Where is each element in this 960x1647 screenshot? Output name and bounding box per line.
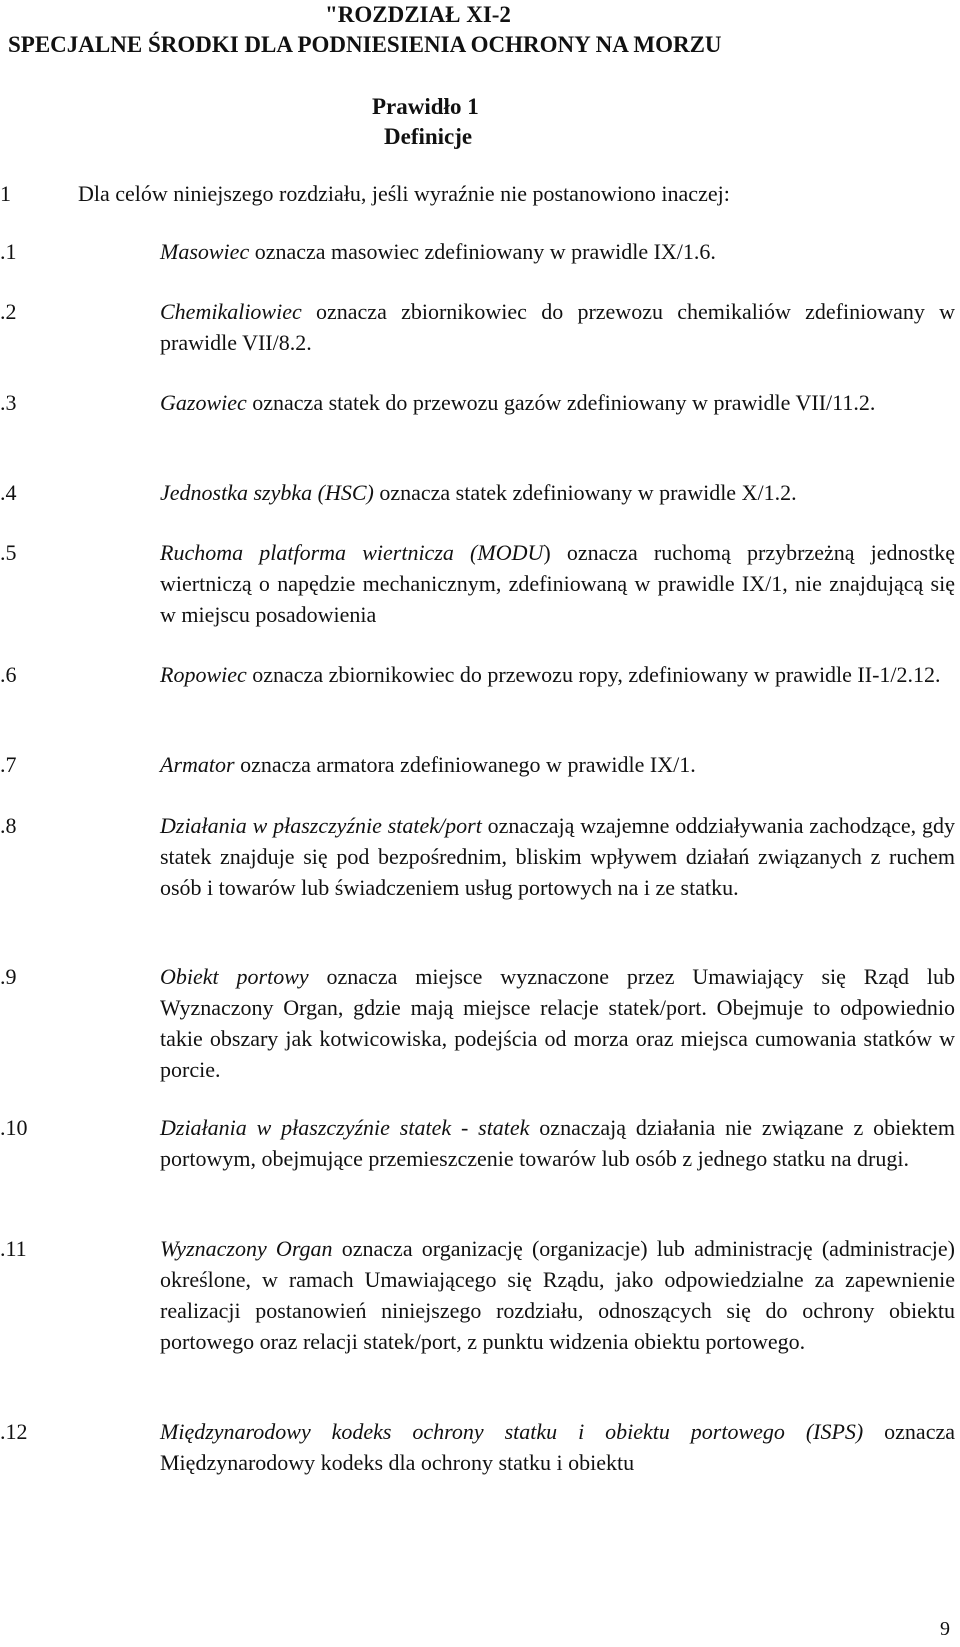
definition-item: [0, 1233, 955, 1357]
definition-item: [0, 961, 955, 1085]
rule-title: Definicje: [384, 124, 473, 149]
definition-term: Armator: [160, 752, 235, 777]
definition-number: .10: [0, 1115, 28, 1140]
definition-number: .8: [0, 813, 17, 838]
definition-number: .2: [0, 299, 17, 324]
definition-term: Ruchoma platforma wiertnicza (MODU: [160, 540, 544, 565]
definition-text: oznaczają wzajemne oddziaływania zachodzące, gdy statek znajduje się pod bezpośrednim, bliskim wpływem działań związanych z ruchem osób i towarów lub świadczeniem usług portowych na i ze statku.: [160, 813, 955, 900]
definition-text: oznacza masowiec zdefiniowany w prawidle IX/1.6.: [249, 239, 716, 264]
definition-number: .11: [0, 1236, 27, 1261]
definition-item: [0, 387, 955, 418]
chapter-title: SPECJALNE ŚRODKI DLA PODNIESIENIA OCHRONY NA MORZU: [8, 32, 722, 57]
definition-number: .12: [0, 1419, 28, 1444]
definition-text: oznacza Międzynarodowy kodeks dla ochrony statku i obiektu: [160, 1419, 955, 1475]
definition-number: .5: [0, 540, 17, 565]
definition-item: [0, 659, 955, 690]
definition-term: Ropowiec: [160, 662, 247, 687]
definition-number: .6: [0, 662, 17, 687]
intro-paragraph: [0, 178, 955, 209]
definition-term: Masowiec: [160, 239, 250, 264]
definition-item: [0, 1112, 955, 1174]
rule-heading: Prawidło 1: [372, 94, 479, 119]
definition-number: .3: [0, 390, 17, 415]
definition-term: Chemikaliowiec: [160, 299, 302, 324]
definition-term: Jednostka szybka (HSC): [160, 480, 374, 505]
definition-text: oznacza zbiornikowiec do przewozu ropy, zdefiniowany w prawidle II-1/2.12.: [246, 662, 941, 687]
definition-item: [0, 537, 955, 630]
definition-item: [0, 477, 955, 508]
paragraph-text: Dla celów niniejszego rozdziału, jeśli wyraźnie nie postanowiono inaczej:: [78, 181, 730, 206]
definition-term: Gazowiec: [160, 390, 247, 415]
definition-item: [0, 236, 955, 267]
definition-text: oznacza statek zdefiniowany w prawidle X/1.2.: [373, 480, 797, 505]
definition-text: oznacza statek do przewozu gazów zdefiniowany w prawidle VII/11.2.: [246, 390, 876, 415]
definition-term: Międzynarodowy kodeks ochrony statku i obiektu portowego (ISPS): [160, 1419, 864, 1444]
definition-term: Działania w płaszczyźnie statek/port: [160, 813, 482, 838]
definition-item: [0, 1416, 955, 1478]
definition-text: oznacza armatora zdefiniowanego w prawidle IX/1.: [234, 752, 696, 777]
chapter-heading: "ROZDZIAŁ XI-2: [325, 2, 511, 27]
definition-number: .7: [0, 752, 17, 777]
definition-item: [0, 810, 955, 903]
definition-text: oznacza miejsce wyznaczone przez Umawiający się Rząd lub Wyznaczony Organ, gdzie mają miejsce relacje statek/port. Obejmuje to odpowiednio takie obszary jak kotwicowiska, podejścia od morza oraz miejsca cumowania statków w porcie.: [160, 964, 955, 1082]
definition-number: .4: [0, 480, 17, 505]
definition-text: oznaczają działania nie związane z obiektem portowym, obejmujące przemieszczenie towarów lub osób z jednego statku na drugi.: [160, 1115, 955, 1171]
paragraph-number: 1: [0, 181, 11, 206]
definition-number: .1: [0, 239, 17, 264]
definition-item: [0, 749, 955, 780]
definition-text: oznacza zbiornikowiec do przewozu chemikaliów zdefiniowany w prawidle VII/8.2.: [160, 299, 955, 355]
definition-term: Wyznaczony Organ: [160, 1236, 333, 1261]
definition-item: [0, 296, 955, 358]
definition-term: Działania w płaszczyźnie statek - statek: [160, 1115, 530, 1140]
definition-text: oznacza organizację (organizacje) lub administrację (administracje) określone, w ramach Umawiającego się Rządu, jako odpowiedzialne za zapewnienie realizacji postanowień niniejszego rozdziału, odnoszących się do ochrony obiektu portowego oraz relacji statek/port, z punktu widzenia obiektu portowego.: [160, 1236, 955, 1354]
definition-text: ) oznacza ruchomą przybrzeżną jednostkę wiertniczą o napędzie mechanicznym, zdefiniowaną w prawidle IX/1, nie znajdującą się w miejscu posadowienia: [160, 540, 955, 627]
page-number: 9: [940, 1618, 950, 1640]
definition-term: Obiekt portowy: [160, 964, 309, 989]
definition-number: .9: [0, 964, 17, 989]
